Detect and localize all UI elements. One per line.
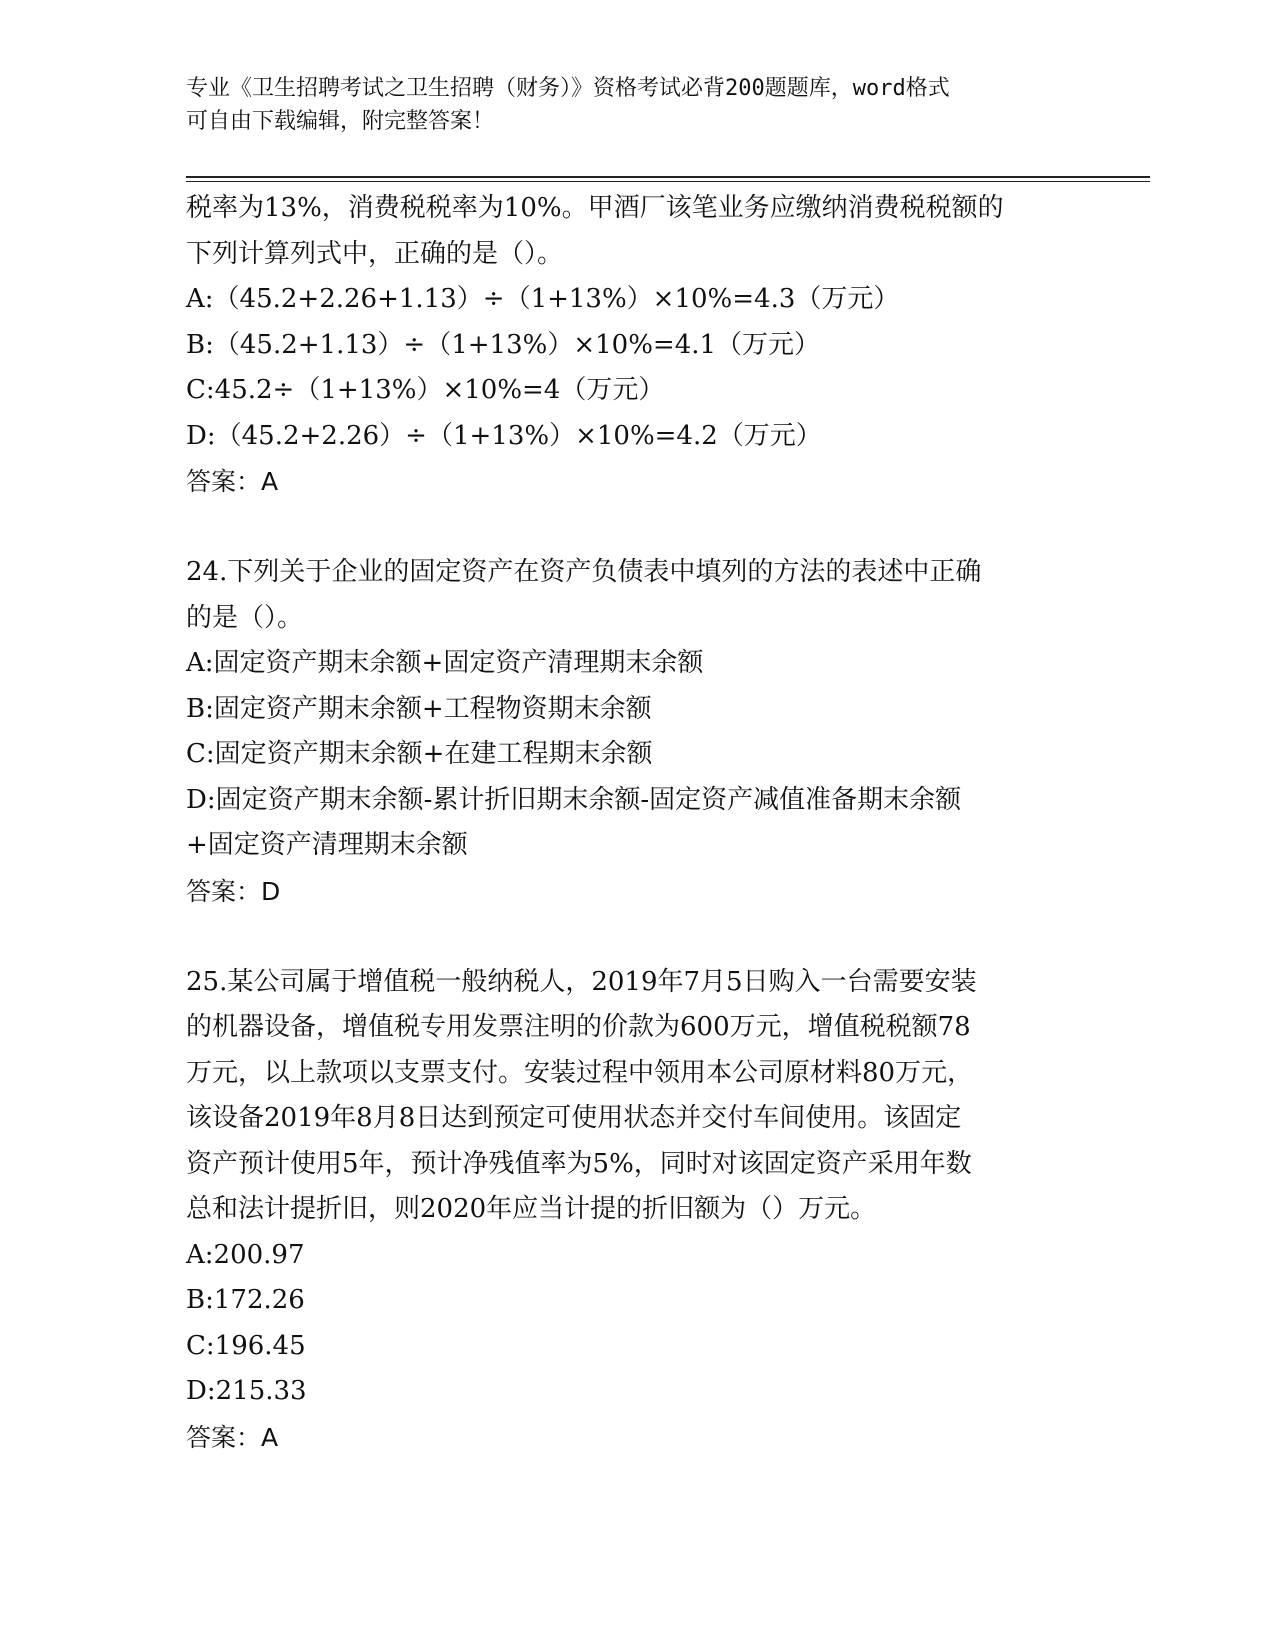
- document-header: [186, 72, 1086, 138]
- document-body: [186, 186, 1086, 1460]
- question-25-text-line-2: 的机器设备，增值税专用发票注明的价款为600万元，增值税税额78: [186, 1012, 971, 1042]
- question-25-option-a: A:200.97: [186, 1239, 305, 1270]
- question-25-option-b: B:172.26: [186, 1285, 305, 1315]
- question-25-text-line-1: 25.某公司属于增值税一般纳税人，2019年7月5日购入一台需要安装: [186, 966, 977, 997]
- question-24-text-line-2: 的是（）。: [186, 602, 304, 633]
- question-24-option-d-line-1: D:固定资产期末余额-累计折旧期末余额-固定资产减值准备期末余额: [186, 784, 962, 815]
- question-25-text-line-3: 万元，以上款项以支票支付。安装过程中领用本公司原材料80万元，: [186, 1057, 974, 1088]
- header-line-2: 可自由下载编辑，附完整答案！: [186, 109, 495, 134]
- question-23-text-line-2: 下列计算列式中，正确的是（）。: [186, 238, 564, 269]
- question-25-answer: 答案：A: [186, 1422, 279, 1452]
- spacer: [186, 505, 1086, 551]
- header-divider: [186, 176, 1150, 182]
- question-25: [186, 960, 1086, 1461]
- question-24-option-a: A:固定资产期末余额+固定资产清理期末余额: [186, 648, 704, 678]
- question-23-option-b: B:（45.2+1.13）÷（1+13%）×10%=4.1（万元）: [186, 329, 821, 360]
- spacer: [186, 914, 1086, 960]
- question-23-option-a: A:（45.2+2.26+1.13）÷（1+13%）×10%=4.3（万元）: [186, 284, 900, 314]
- question-23-option-c: C:45.2÷（1+13%）×10%=4（万元）: [186, 375, 665, 405]
- question-24-option-d-line-2: +固定资产清理期末余额: [186, 830, 468, 860]
- question-24: [186, 550, 1086, 914]
- header-line-1: 专业《卫生招聘考试之卫生招聘（财务）》资格考试必背200题题库，word格式: [186, 76, 950, 101]
- question-24-option-b: B:固定资产期末余额+工程物资期末余额: [186, 693, 652, 724]
- question-24-text-line-1: 24.下列关于企业的固定资产在资产负债表中填列的方法的表述中正确: [186, 557, 982, 587]
- question-25-option-c: C:196.45: [186, 1330, 306, 1361]
- question-25-text-line-4: 该设备2019年8月8日达到预定可使用状态并交付车间使用。该固定: [186, 1103, 962, 1133]
- question-25-option-d: D:215.33: [186, 1376, 307, 1406]
- question-23: [186, 186, 1086, 505]
- question-24-answer: 答案：D: [186, 876, 281, 906]
- question-25-text-line-5: 资产预计使用5年，预计净残值率为5%，同时对该固定资产采用年数: [186, 1148, 972, 1179]
- question-23-text-line-1: 税率为13%，消费税税率为10%。甲酒厂该笔业务应缴纳消费税税额的: [186, 193, 1004, 223]
- question-24-option-c: C:固定资产期末余额+在建工程期末余额: [186, 739, 653, 769]
- question-23-option-d: D:（45.2+2.26）÷（1+13%）×10%=4.2（万元）: [186, 420, 822, 451]
- question-23-answer: 答案：A: [186, 467, 279, 496]
- question-25-text-line-6: 总和法计提折旧，则2020年应当计提的折旧额为（）万元。: [186, 1194, 877, 1224]
